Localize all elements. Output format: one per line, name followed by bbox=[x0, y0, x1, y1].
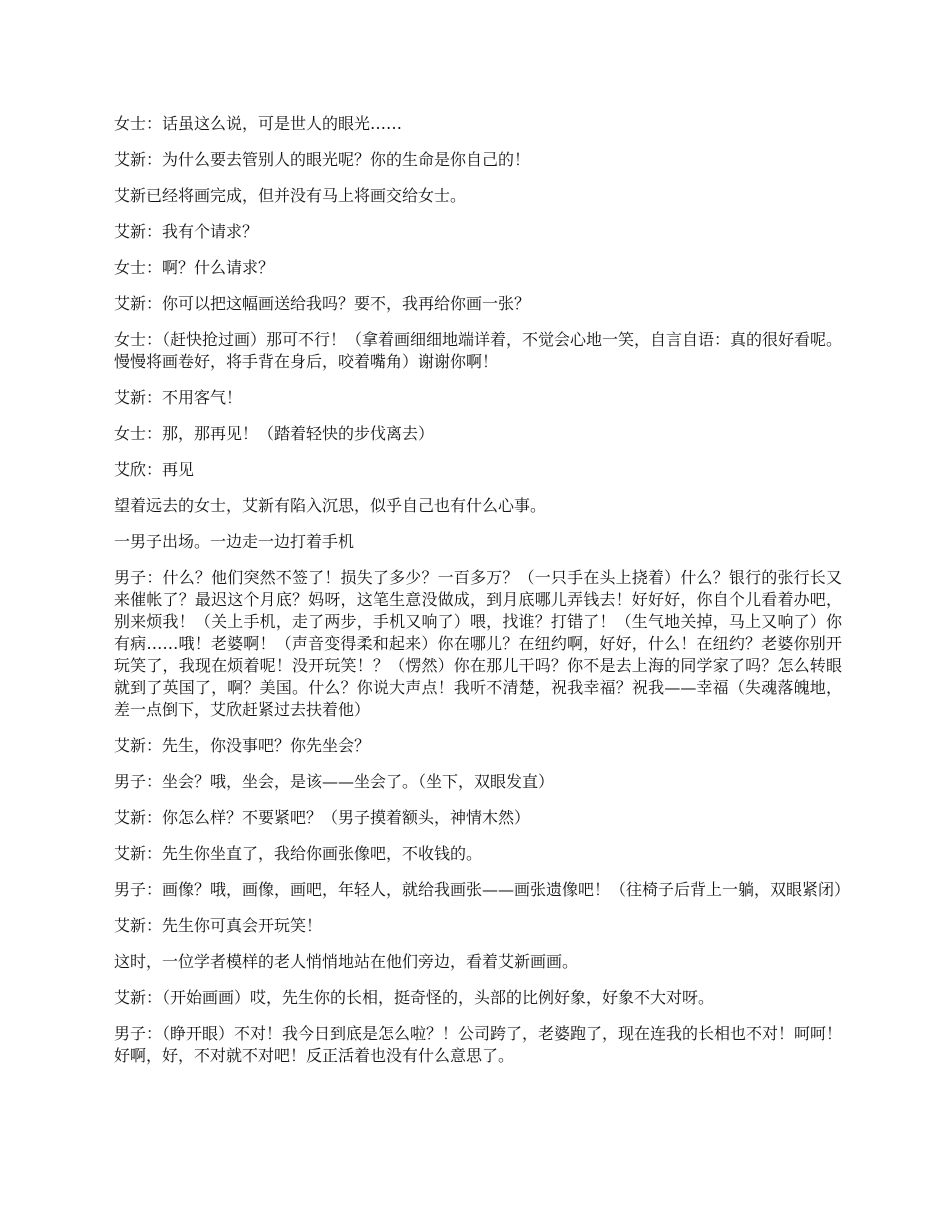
paragraph: 艾新：不用客气！ bbox=[114, 388, 243, 407]
paragraph: 男子：画像？哦，画像，画吧，年轻人，就给我画张——画张遗像吧！（往椅子后背上一躺，双眼紧闭） bbox=[114, 880, 851, 899]
paragraph: 艾欣：再见 bbox=[114, 460, 195, 479]
paragraph: 艾新：（开始画画）哎，先生你的长相，挺奇怪的，头部的比例好象，好象不大对呀。 bbox=[114, 988, 715, 1007]
paragraph: 艾新：你怎么样？不要紧吧？（男子摸着额头，神情木然） bbox=[114, 808, 531, 827]
document-body bbox=[114, 113, 851, 1081]
paragraph: 一男子出场。一边走一边打着手机 bbox=[114, 532, 355, 551]
paragraph: 望着远去的女士，艾新有陷入沉思，似乎自己也有什么心事。 bbox=[114, 496, 547, 515]
paragraph: 男子：坐会？哦，坐会，是该——坐会了。（坐下，双眼发直） bbox=[114, 772, 555, 791]
paragraph: 艾新：为什么要去管别人的眼光呢？你的生命是你自己的！ bbox=[114, 150, 531, 169]
paragraph: 艾新：先生，你没事吧？你先坐会？ bbox=[114, 736, 371, 755]
paragraph: 艾新：你可以把这幅画送给我吗？要不，我再给你画一张？ bbox=[114, 294, 531, 313]
paragraph: 艾新已经将画完成，但并没有马上将画交给女士。 bbox=[114, 186, 467, 205]
paragraph: 艾新：先生你可真会开玩笑！ bbox=[114, 916, 323, 935]
paragraph: 艾新：先生你坐直了，我给你画张像吧，不收钱的。 bbox=[114, 844, 483, 863]
paragraph: 男子：（睁开眼）不对！我今日到底是怎么啦？！公司跨了，老婆跑了，现在连我的长相也不对！呵呵！好啊，好，不对就不对吧！反正活着也没有什么意思了。 bbox=[114, 1024, 843, 1065]
paragraph: 这时，一位学者模样的老人悄悄地站在他们旁边，看着艾新画画。 bbox=[114, 952, 579, 971]
paragraph: 男子：什么？他们突然不签了！损失了多少？一百多万？（一只手在头上挠着）什么？银行的张行长又来催帐了？最迟这个月底？妈呀，这笔生意没做成，到月底哪儿弄钱去！好好好，你自个儿看着办吧，别来烦我！（关上手机，走了两步，手机又响了）喂，找谁？打错了！（生气地关掉，马上又响了）你有病……哦！老婆啊！（声音变得柔和起来）你在哪儿？在纽约啊，好好，什么！在纽约？老婆你别开玩笑了，我现在烦着呢！没开玩笑！？（愣然）你在那儿干吗？你不是去上海的同学家了吗？怎么转眼就到了英国了，啊？美国。什么？你说大声点！我听不清楚，祝我幸福？祝我——幸福（失魂落魄地，差一点倒下，艾欣赶紧过去扶着他） bbox=[114, 568, 842, 719]
paragraph: 女士：（赶快抢过画）那可不行！（拿着画细细地端详着，不觉会心地一笑，自言自语：真的很好看呢。慢慢将画卷好，将手背在身后，咬着嘴角）谢谢你啊！ bbox=[114, 330, 843, 371]
paragraph: 女士：啊？什么请求？ bbox=[114, 258, 275, 277]
paragraph: 女士：那，那再见！（踏着轻快的步伐离去） bbox=[114, 424, 435, 443]
paragraph: 女士：话虽这么说，可是世人的眼光…… bbox=[114, 114, 403, 133]
paragraph: 艾新：我有个请求？ bbox=[114, 222, 259, 241]
